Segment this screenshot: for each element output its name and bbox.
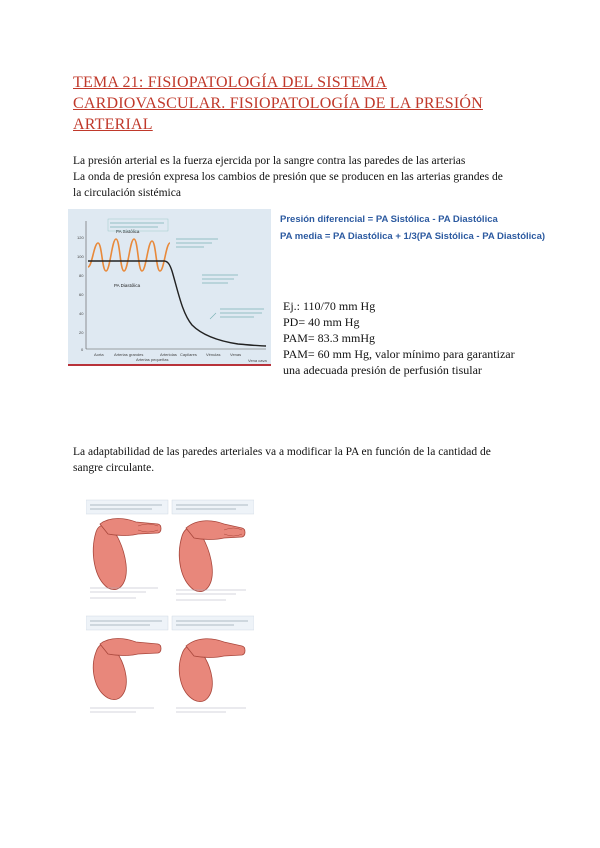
intro-paragraph: [73, 153, 543, 201]
example-line: Ej.: 110/70 mm Hg: [283, 299, 376, 313]
example-values: [283, 298, 543, 378]
bottom-panel: [86, 616, 254, 712]
example-line: PD= 40 mm Hg: [283, 315, 360, 329]
intro-line: La presión arterial es la fuerza ejercida por la sangre contra las paredes de las arterias: [73, 155, 466, 167]
heart-diagram-svg: [86, 492, 254, 717]
x-label: Arterias grandes: [114, 352, 144, 357]
x-label: Arterias pequeñas: [136, 357, 169, 362]
y-tick: 20: [79, 330, 84, 335]
example-line: una adecuada presión de perfusión tisular: [283, 363, 482, 377]
intro-line: La onda de presión expresa los cambios de presión que se producen en las arterias grandes de: [73, 171, 503, 183]
x-label: Vénulas: [206, 352, 221, 357]
graph-bottom-rule: [68, 364, 271, 366]
x-label: Arteriolas: [160, 352, 177, 357]
y-tick: 120: [77, 235, 84, 240]
example-line: PAM= 60 mm Hg, valor mínimo para garantizar: [283, 347, 515, 361]
x-axis-labels: [94, 352, 267, 363]
title-line: CARDIOVASCULAR. FISIOPATOLOGÍA DE LA PRESIÓN: [73, 95, 483, 112]
formula-pa-media: PA media = PA Diastólica + 1/3(PA Sistólica - PA Diastólica): [280, 231, 546, 242]
page-title: [73, 72, 543, 135]
para2-line: sangre circulante.: [73, 462, 155, 474]
pressure-wave-graph: [68, 209, 271, 366]
pressure-graph-svg: [68, 209, 271, 366]
title-line: ARTERIAL: [73, 116, 153, 133]
label-sistolica: PA Sistólica: [116, 229, 140, 234]
y-tick: 60: [79, 292, 84, 297]
example-line: PAM= 83.3 mmHg: [283, 331, 376, 345]
y-axis-ticks: [77, 235, 84, 352]
adaptability-paragraph: [73, 444, 543, 476]
x-label: Capilares: [180, 352, 197, 357]
para2-line: La adaptabilidad de las paredes arteriales va a modificar la PA en función de la cantidad de: [73, 446, 491, 458]
top-panel: [86, 500, 254, 600]
label-diastolica: PA Diastólica: [114, 283, 141, 288]
intro-line: la circulación sistémica: [73, 187, 181, 199]
title-line: TEMA 21: FISIOPATOLOGÍA DEL SISTEMA: [73, 74, 387, 91]
y-tick: 80: [79, 273, 84, 278]
y-tick: 40: [79, 311, 84, 316]
heart-vessel-diagram: [86, 492, 254, 717]
pressure-oscillation: [88, 239, 170, 271]
x-label: Venas: [230, 352, 242, 357]
formula-presion-diferencial: Presión diferencial = PA Sistólica - PA Diastólica: [280, 214, 498, 225]
mean-pressure-line: [88, 261, 266, 346]
x-label: Aorta: [94, 352, 104, 357]
y-tick: 100: [77, 254, 84, 259]
y-tick: 0: [81, 347, 84, 352]
x-label: Vena cava: [248, 358, 267, 363]
